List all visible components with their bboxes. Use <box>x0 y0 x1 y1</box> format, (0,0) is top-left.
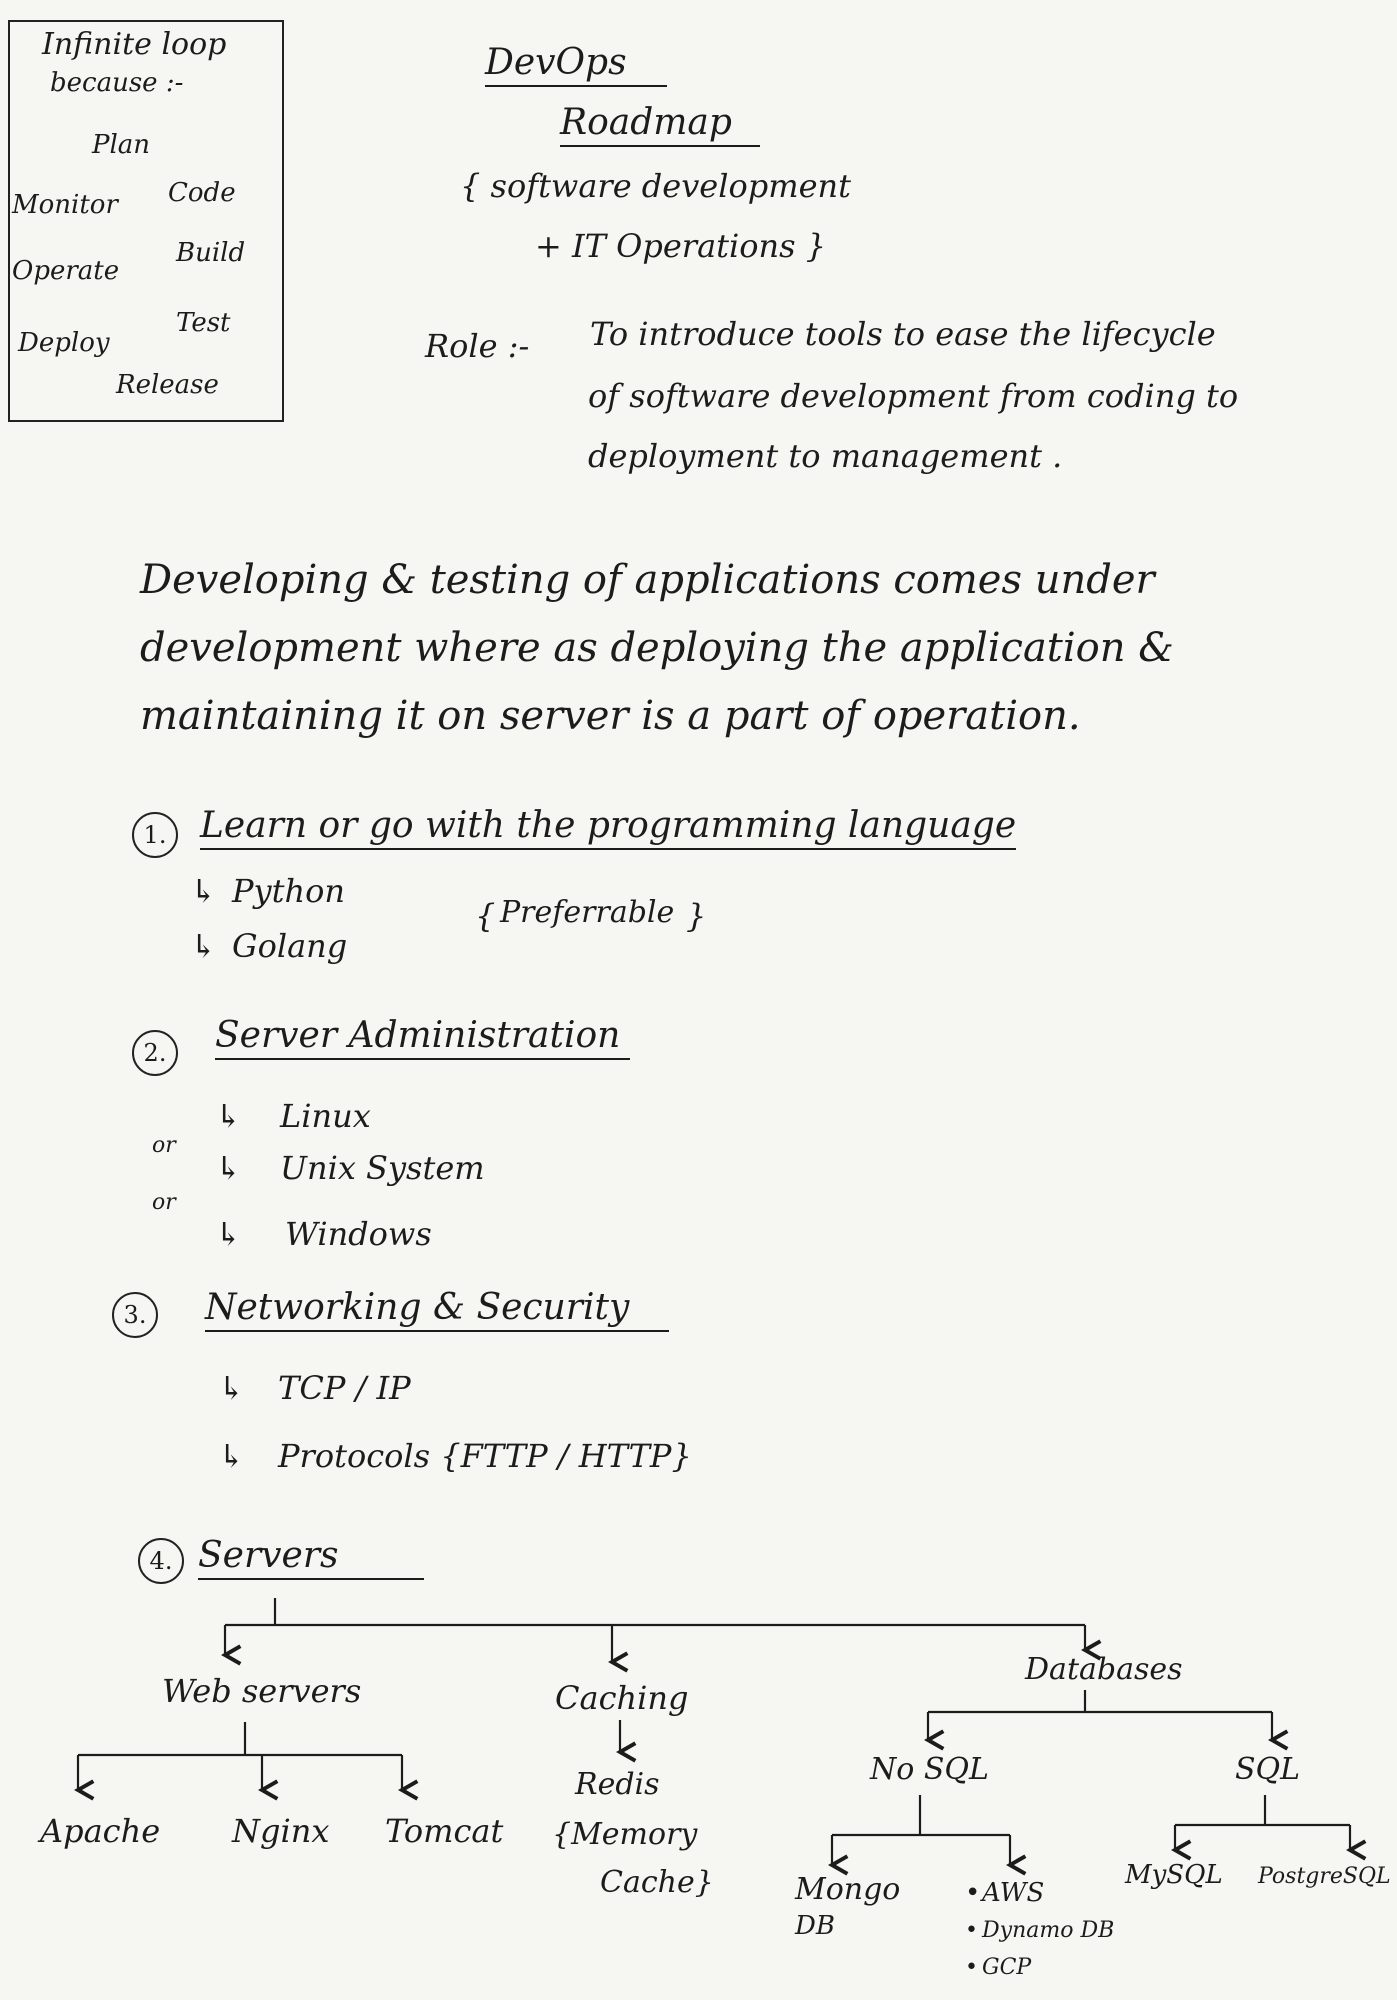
cloud-item-gcp: GCP <box>982 1955 1032 1980</box>
web-child-nginx: Nginx <box>232 1812 330 1850</box>
arrow-icon: ↳ <box>215 1215 242 1253</box>
section-3-item-tcpip: TCP / IP <box>278 1369 411 1407</box>
cycle-step-release: Release <box>116 370 219 400</box>
arrow-icon: ↳ <box>190 927 217 965</box>
section-1-item-golang: Golang <box>232 927 348 965</box>
or-label: or <box>152 1190 176 1215</box>
page-subtitle: Roadmap <box>560 105 760 147</box>
cycle-step-plan: Plan <box>92 130 151 160</box>
arrow-icon: ↳ <box>215 1149 242 1187</box>
page-title: DevOps <box>485 45 667 87</box>
section-1-item-python: Python <box>232 872 345 910</box>
sql-child-postgresql: PostgreSQL <box>1258 1864 1391 1889</box>
role-line-2: of software development from coding to <box>588 377 1239 415</box>
nosql-label: No SQL <box>870 1752 989 1787</box>
cycle-step-code: Code <box>168 178 236 208</box>
or-label: or <box>152 1133 176 1158</box>
arrow-icon: ↳ <box>190 872 217 910</box>
cycle-subtitle: because :- <box>50 68 184 98</box>
role-line-1: To introduce tools to ease the lifecycle <box>590 315 1216 353</box>
cloud-item-aws: AWS <box>982 1878 1045 1908</box>
web-servers-label: Web servers <box>162 1672 362 1710</box>
section-2-item-windows: Windows <box>285 1215 432 1253</box>
redis-note-line-1: {Memory <box>552 1817 698 1852</box>
role-line-3: deployment to management . <box>588 437 1063 475</box>
databases-label: Databases <box>1025 1652 1183 1687</box>
cloud-item-dynamodb: Dynamo DB <box>982 1918 1115 1943</box>
section-4-number: 4. <box>138 1538 184 1584</box>
intro-line-3: maintaining it on server is a part of operation. <box>140 693 1081 739</box>
mongo-label-line-1: Mongo <box>795 1872 901 1907</box>
sql-child-mysql: MySQL <box>1125 1860 1223 1890</box>
section-2-item-linux: Linux <box>280 1097 371 1135</box>
web-child-apache: Apache <box>40 1812 161 1850</box>
web-child-tomcat: Tomcat <box>385 1812 504 1850</box>
cycle-title: Infinite loop <box>42 27 227 62</box>
redis-note-line-2: Cache} <box>600 1865 714 1900</box>
caching-label: Caching <box>555 1679 689 1717</box>
section-1-note: Preferrable <box>500 895 675 930</box>
brace-open: { <box>475 897 496 935</box>
section-1-title: Learn or go with the programming language <box>200 808 1016 850</box>
role-label: Role :- <box>425 327 530 365</box>
section-3-number: 3. <box>112 1292 158 1338</box>
section-2-item-unix: Unix System <box>280 1149 485 1187</box>
definition-line-2: + IT Operations } <box>535 227 827 265</box>
intro-line-1: Developing & testing of applications comes under <box>140 557 1155 603</box>
section-2-number: 2. <box>132 1030 178 1076</box>
bullet-icon: • <box>965 1878 981 1908</box>
sql-label: SQL <box>1235 1752 1301 1787</box>
arrow-icon: ↳ <box>218 1437 245 1475</box>
bullet-icon: • <box>965 1955 978 1980</box>
cycle-step-deploy: Deploy <box>18 328 110 358</box>
arrow-icon: ↳ <box>215 1097 242 1135</box>
section-3-item-protocols: Protocols {FTTP / HTTP} <box>278 1437 692 1475</box>
mongo-label-line-2: DB <box>795 1911 835 1941</box>
cycle-step-test: Test <box>176 308 231 338</box>
section-3-title: Networking & Security <box>205 1290 669 1332</box>
intro-line-2: development where as deploying the application & <box>140 625 1174 671</box>
section-2-title: Server Administration <box>215 1018 630 1060</box>
arrow-icon: ↳ <box>218 1369 245 1407</box>
section-4-title: Servers <box>198 1538 424 1580</box>
cycle-step-monitor: Monitor <box>12 190 118 220</box>
brace-close: } <box>686 897 707 935</box>
definition-line-1: { software development <box>460 167 851 205</box>
redis-label: Redis <box>575 1767 660 1802</box>
cycle-step-operate: Operate <box>12 256 120 286</box>
section-1-number: 1. <box>132 812 178 858</box>
cycle-step-build: Build <box>176 238 246 268</box>
bullet-icon: • <box>965 1918 978 1943</box>
